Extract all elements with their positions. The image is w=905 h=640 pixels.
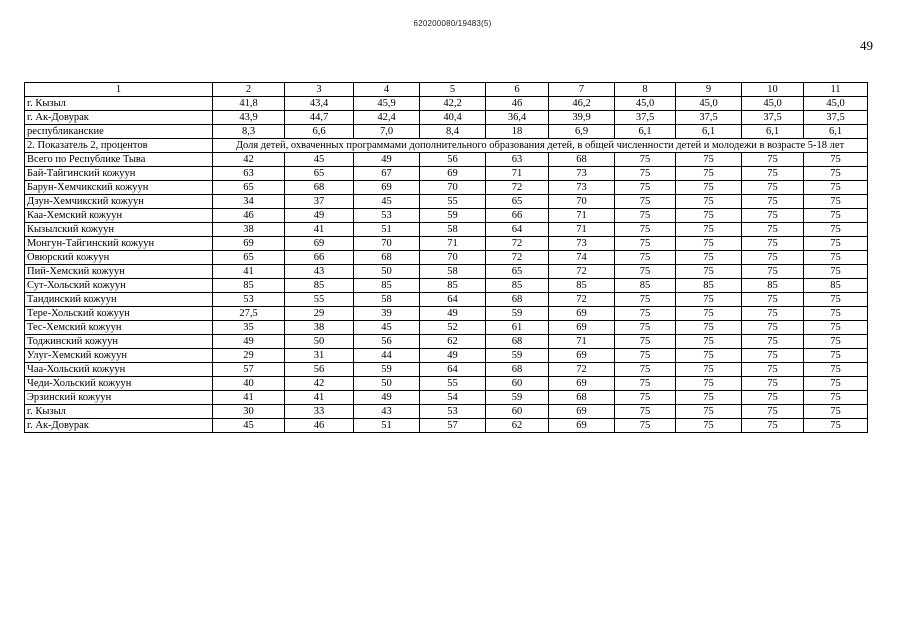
value-cell: 49 — [420, 349, 486, 363]
value-cell: 75 — [676, 195, 742, 209]
value-cell: 85 — [420, 279, 486, 293]
value-cell: 33 — [285, 405, 354, 419]
value-cell: 85 — [549, 279, 615, 293]
row-label: Овюрский кожуун — [25, 251, 213, 265]
column-number-cell: 5 — [420, 83, 486, 97]
value-cell: 72 — [549, 293, 615, 307]
value-cell: 75 — [615, 223, 676, 237]
value-cell: 85 — [742, 279, 804, 293]
value-cell: 49 — [354, 391, 420, 405]
value-cell: 29 — [285, 307, 354, 321]
value-cell: 52 — [420, 321, 486, 335]
value-cell: 72 — [549, 363, 615, 377]
page-number: 49 — [860, 38, 873, 53]
value-cell: 75 — [742, 181, 804, 195]
table-row — [25, 279, 868, 293]
column-number-row — [25, 83, 868, 97]
row-label: Тере-Хольский кожуун — [25, 307, 213, 321]
value-cell: 49 — [420, 307, 486, 321]
value-cell: 43 — [285, 265, 354, 279]
value-cell: 68 — [549, 153, 615, 167]
row-label: г. Кызыл — [25, 405, 213, 419]
value-cell: 8,4 — [420, 125, 486, 139]
value-cell: 45,0 — [676, 97, 742, 111]
value-cell: 53 — [354, 209, 420, 223]
value-cell: 75 — [676, 293, 742, 307]
value-cell: 75 — [742, 153, 804, 167]
value-cell: 71 — [549, 335, 615, 349]
value-cell: 60 — [486, 377, 549, 391]
value-cell: 75 — [742, 251, 804, 265]
value-cell: 41 — [285, 223, 354, 237]
value-cell: 75 — [804, 251, 868, 265]
value-cell: 65 — [285, 167, 354, 181]
column-number-cell: 2 — [213, 83, 285, 97]
value-cell: 50 — [285, 335, 354, 349]
value-cell: 66 — [285, 251, 354, 265]
value-cell: 75 — [615, 195, 676, 209]
value-cell: 75 — [804, 377, 868, 391]
value-cell: 75 — [676, 363, 742, 377]
value-cell: 38 — [285, 321, 354, 335]
value-cell: 70 — [549, 195, 615, 209]
value-cell: 75 — [804, 237, 868, 251]
column-number-cell: 11 — [804, 83, 868, 97]
value-cell: 75 — [676, 223, 742, 237]
table-row — [25, 307, 868, 321]
value-cell: 75 — [742, 419, 804, 433]
value-cell: 75 — [615, 181, 676, 195]
value-cell: 75 — [742, 237, 804, 251]
value-cell: 69 — [285, 237, 354, 251]
value-cell: 65 — [486, 195, 549, 209]
value-cell: 75 — [676, 307, 742, 321]
value-cell: 74 — [549, 251, 615, 265]
value-cell: 85 — [354, 279, 420, 293]
table-row — [25, 321, 868, 335]
value-cell: 45 — [354, 195, 420, 209]
value-cell: 69 — [549, 377, 615, 391]
value-cell: 43,9 — [213, 111, 285, 125]
value-cell: 39,9 — [549, 111, 615, 125]
table-row — [25, 167, 868, 181]
row-label: Кызылский кожуун — [25, 223, 213, 237]
value-cell: 75 — [804, 209, 868, 223]
value-cell: 37,5 — [804, 111, 868, 125]
value-cell: 72 — [486, 237, 549, 251]
value-cell: 59 — [354, 363, 420, 377]
value-cell: 65 — [486, 265, 549, 279]
table-row — [25, 251, 868, 265]
value-cell: 75 — [615, 265, 676, 279]
row-label: г. Кызыл — [25, 97, 213, 111]
value-cell: 75 — [615, 237, 676, 251]
value-cell: 75 — [676, 237, 742, 251]
value-cell: 85 — [804, 279, 868, 293]
value-cell: 70 — [354, 237, 420, 251]
table-row — [25, 293, 868, 307]
value-cell: 62 — [486, 419, 549, 433]
value-cell: 59 — [486, 307, 549, 321]
value-cell: 75 — [676, 181, 742, 195]
value-cell: 37,5 — [676, 111, 742, 125]
value-cell: 68 — [285, 181, 354, 195]
value-cell: 45 — [285, 153, 354, 167]
value-cell: 75 — [742, 167, 804, 181]
column-number-cell: 6 — [486, 83, 549, 97]
value-cell: 72 — [486, 181, 549, 195]
value-cell: 75 — [742, 293, 804, 307]
value-cell: 69 — [213, 237, 285, 251]
value-cell: 75 — [742, 377, 804, 391]
value-cell: 53 — [420, 405, 486, 419]
column-number-cell: 7 — [549, 83, 615, 97]
table-row — [25, 335, 868, 349]
value-cell: 34 — [213, 195, 285, 209]
value-cell: 73 — [549, 181, 615, 195]
value-cell: 68 — [354, 251, 420, 265]
value-cell: 49 — [213, 335, 285, 349]
value-cell: 75 — [804, 181, 868, 195]
table-row — [25, 209, 868, 223]
value-cell: 75 — [615, 391, 676, 405]
row-label: г. Ак-Довурак — [25, 419, 213, 433]
value-cell: 6,9 — [549, 125, 615, 139]
value-cell: 36,4 — [486, 111, 549, 125]
row-label: Сут-Хольский кожуун — [25, 279, 213, 293]
value-cell: 42 — [285, 377, 354, 391]
value-cell: 75 — [615, 251, 676, 265]
value-cell: 64 — [420, 363, 486, 377]
value-cell: 61 — [486, 321, 549, 335]
value-cell: 75 — [742, 265, 804, 279]
value-cell: 75 — [676, 265, 742, 279]
value-cell: 46 — [486, 97, 549, 111]
value-cell: 64 — [486, 223, 549, 237]
row-label: Дзун-Хемчикский кожуун — [25, 195, 213, 209]
value-cell: 75 — [615, 419, 676, 433]
value-cell: 75 — [676, 335, 742, 349]
value-cell: 75 — [676, 391, 742, 405]
value-cell: 35 — [213, 321, 285, 335]
value-cell: 72 — [549, 265, 615, 279]
value-cell: 85 — [676, 279, 742, 293]
value-cell: 31 — [285, 349, 354, 363]
value-cell: 64 — [420, 293, 486, 307]
value-cell: 75 — [804, 167, 868, 181]
row-label: Барун-Хемчикский кожуун — [25, 181, 213, 195]
value-cell: 75 — [804, 307, 868, 321]
table-row — [25, 125, 868, 139]
value-cell: 75 — [615, 377, 676, 391]
row-label: Чеди-Хольский кожуун — [25, 377, 213, 391]
value-cell: 63 — [486, 153, 549, 167]
value-cell: 67 — [354, 167, 420, 181]
value-cell: 85 — [285, 279, 354, 293]
value-cell: 69 — [549, 321, 615, 335]
value-cell: 49 — [285, 209, 354, 223]
value-cell: 70 — [420, 251, 486, 265]
value-cell: 65 — [213, 251, 285, 265]
row-label: г. Ак-Довурак — [25, 111, 213, 125]
value-cell: 46 — [213, 209, 285, 223]
value-cell: 68 — [486, 335, 549, 349]
row-label: Улуг-Хемский кожуун — [25, 349, 213, 363]
value-cell: 72 — [486, 251, 549, 265]
document-code: 620200080/19483(5) — [413, 19, 492, 28]
value-cell: 37,5 — [742, 111, 804, 125]
value-cell: 45 — [354, 321, 420, 335]
value-cell: 75 — [804, 265, 868, 279]
value-cell: 75 — [742, 335, 804, 349]
value-cell: 50 — [354, 377, 420, 391]
value-cell: 75 — [804, 335, 868, 349]
value-cell: 30 — [213, 405, 285, 419]
value-cell: 75 — [742, 321, 804, 335]
table-row — [25, 349, 868, 363]
value-cell: 75 — [676, 209, 742, 223]
value-cell: 75 — [804, 419, 868, 433]
value-cell: 18 — [486, 125, 549, 139]
value-cell: 75 — [615, 167, 676, 181]
value-cell: 54 — [420, 391, 486, 405]
value-cell: 75 — [676, 167, 742, 181]
value-cell: 56 — [354, 335, 420, 349]
row-label: республиканские — [25, 125, 213, 139]
value-cell: 58 — [420, 265, 486, 279]
value-cell: 66 — [486, 209, 549, 223]
value-cell: 75 — [615, 349, 676, 363]
value-cell: 75 — [804, 321, 868, 335]
value-cell: 85 — [213, 279, 285, 293]
row-label: Каа-Хемский кожуун — [25, 209, 213, 223]
value-cell: 62 — [420, 335, 486, 349]
value-cell: 40,4 — [420, 111, 486, 125]
value-cell: 69 — [549, 307, 615, 321]
value-cell: 8,3 — [213, 125, 285, 139]
value-cell: 75 — [676, 251, 742, 265]
value-cell: 59 — [486, 349, 549, 363]
value-cell: 71 — [549, 209, 615, 223]
value-cell: 50 — [354, 265, 420, 279]
value-cell: 60 — [486, 405, 549, 419]
table-row — [25, 195, 868, 209]
table-row — [25, 405, 868, 419]
value-cell: 75 — [804, 349, 868, 363]
table-row — [25, 111, 868, 125]
value-cell: 75 — [742, 209, 804, 223]
value-cell: 75 — [615, 307, 676, 321]
value-cell: 75 — [742, 363, 804, 377]
value-cell: 42,2 — [420, 97, 486, 111]
value-cell: 75 — [742, 195, 804, 209]
value-cell: 75 — [804, 223, 868, 237]
value-cell: 51 — [354, 223, 420, 237]
value-cell: 6,1 — [615, 125, 676, 139]
value-cell: 58 — [354, 293, 420, 307]
value-cell: 57 — [420, 419, 486, 433]
value-cell: 65 — [213, 181, 285, 195]
value-cell: 63 — [213, 167, 285, 181]
value-cell: 58 — [420, 223, 486, 237]
value-cell: 69 — [354, 181, 420, 195]
value-cell: 49 — [354, 153, 420, 167]
value-cell: 55 — [420, 377, 486, 391]
value-cell: 43 — [354, 405, 420, 419]
value-cell: 85 — [615, 279, 676, 293]
value-cell: 42,4 — [354, 111, 420, 125]
row-label: Пий-Хемский кожуун — [25, 265, 213, 279]
indicators-table — [24, 82, 868, 433]
table-row — [25, 363, 868, 377]
value-cell: 68 — [549, 391, 615, 405]
value-cell: 44 — [354, 349, 420, 363]
column-number-cell: 9 — [676, 83, 742, 97]
value-cell: 75 — [804, 195, 868, 209]
row-label: Всего по Республике Тыва — [25, 153, 213, 167]
value-cell: 27,5 — [213, 307, 285, 321]
value-cell: 69 — [420, 167, 486, 181]
value-cell: 37 — [285, 195, 354, 209]
value-cell: 75 — [615, 321, 676, 335]
value-cell: 75 — [615, 363, 676, 377]
value-cell: 6,6 — [285, 125, 354, 139]
value-cell: 75 — [804, 153, 868, 167]
value-cell: 29 — [213, 349, 285, 363]
value-cell: 75 — [615, 153, 676, 167]
value-cell: 73 — [549, 237, 615, 251]
table-row — [25, 419, 868, 433]
value-cell: 7,0 — [354, 125, 420, 139]
value-cell: 40 — [213, 377, 285, 391]
value-cell: 6,1 — [804, 125, 868, 139]
value-cell: 75 — [804, 391, 868, 405]
value-cell: 59 — [486, 391, 549, 405]
table-body — [25, 83, 868, 433]
value-cell: 75 — [676, 153, 742, 167]
value-cell: 75 — [804, 363, 868, 377]
value-cell: 44,7 — [285, 111, 354, 125]
value-cell: 55 — [285, 293, 354, 307]
value-cell: 71 — [420, 237, 486, 251]
value-cell: 75 — [676, 419, 742, 433]
value-cell: 75 — [742, 391, 804, 405]
value-cell: 68 — [486, 363, 549, 377]
indicator-row — [25, 139, 868, 153]
value-cell: 59 — [420, 209, 486, 223]
value-cell: 75 — [615, 405, 676, 419]
value-cell: 41 — [213, 265, 285, 279]
value-cell: 70 — [420, 181, 486, 195]
value-cell: 69 — [549, 349, 615, 363]
indicator-description: Доля детей, охваченных программами дополнительного образования детей, в общей численности детей и молодежи в возрасте 5-18 лет — [213, 139, 868, 153]
table-row — [25, 265, 868, 279]
value-cell: 41 — [285, 391, 354, 405]
value-cell: 75 — [742, 223, 804, 237]
table-row — [25, 153, 868, 167]
value-cell: 39 — [354, 307, 420, 321]
value-cell: 45,0 — [742, 97, 804, 111]
table-row — [25, 97, 868, 111]
value-cell: 68 — [486, 293, 549, 307]
table-row — [25, 237, 868, 251]
value-cell: 75 — [742, 307, 804, 321]
row-label: Бай-Тайгинский кожуун — [25, 167, 213, 181]
value-cell: 75 — [615, 293, 676, 307]
value-cell: 41,8 — [213, 97, 285, 111]
value-cell: 75 — [676, 321, 742, 335]
row-label: Тандинский кожуун — [25, 293, 213, 307]
value-cell: 71 — [486, 167, 549, 181]
value-cell: 71 — [549, 223, 615, 237]
row-label: Тоджинский кожуун — [25, 335, 213, 349]
column-number-cell: 3 — [285, 83, 354, 97]
row-label: Тес-Хемский кожуун — [25, 321, 213, 335]
table-row — [25, 391, 868, 405]
value-cell: 42 — [213, 153, 285, 167]
value-cell: 56 — [420, 153, 486, 167]
value-cell: 45 — [213, 419, 285, 433]
value-cell: 55 — [420, 195, 486, 209]
value-cell: 69 — [549, 405, 615, 419]
table-row — [25, 181, 868, 195]
value-cell: 75 — [615, 209, 676, 223]
value-cell: 69 — [549, 419, 615, 433]
value-cell: 37,5 — [615, 111, 676, 125]
value-cell: 41 — [213, 391, 285, 405]
value-cell: 46 — [285, 419, 354, 433]
value-cell: 85 — [486, 279, 549, 293]
value-cell: 75 — [804, 405, 868, 419]
value-cell: 38 — [213, 223, 285, 237]
row-label: Эрзинский кожуун — [25, 391, 213, 405]
column-number-cell: 8 — [615, 83, 676, 97]
value-cell: 53 — [213, 293, 285, 307]
value-cell: 43,4 — [285, 97, 354, 111]
value-cell: 51 — [354, 419, 420, 433]
value-cell: 75 — [676, 377, 742, 391]
table-row — [25, 377, 868, 391]
value-cell: 6,1 — [742, 125, 804, 139]
value-cell: 75 — [676, 405, 742, 419]
value-cell: 45,0 — [804, 97, 868, 111]
value-cell: 75 — [742, 349, 804, 363]
value-cell: 75 — [742, 405, 804, 419]
value-cell: 45,0 — [615, 97, 676, 111]
column-number-cell: 1 — [25, 83, 213, 97]
row-label: Монгун-Тайгинский кожуун — [25, 237, 213, 251]
value-cell: 46,2 — [549, 97, 615, 111]
value-cell: 75 — [804, 293, 868, 307]
indicator-label: 2. Показатель 2, процентов — [25, 139, 213, 153]
value-cell: 75 — [615, 335, 676, 349]
column-number-cell: 10 — [742, 83, 804, 97]
value-cell: 45,9 — [354, 97, 420, 111]
table-row — [25, 223, 868, 237]
value-cell: 57 — [213, 363, 285, 377]
value-cell: 73 — [549, 167, 615, 181]
row-label: Чаа-Хольский кожуун — [25, 363, 213, 377]
value-cell: 56 — [285, 363, 354, 377]
value-cell: 6,1 — [676, 125, 742, 139]
value-cell: 75 — [676, 349, 742, 363]
column-number-cell: 4 — [354, 83, 420, 97]
